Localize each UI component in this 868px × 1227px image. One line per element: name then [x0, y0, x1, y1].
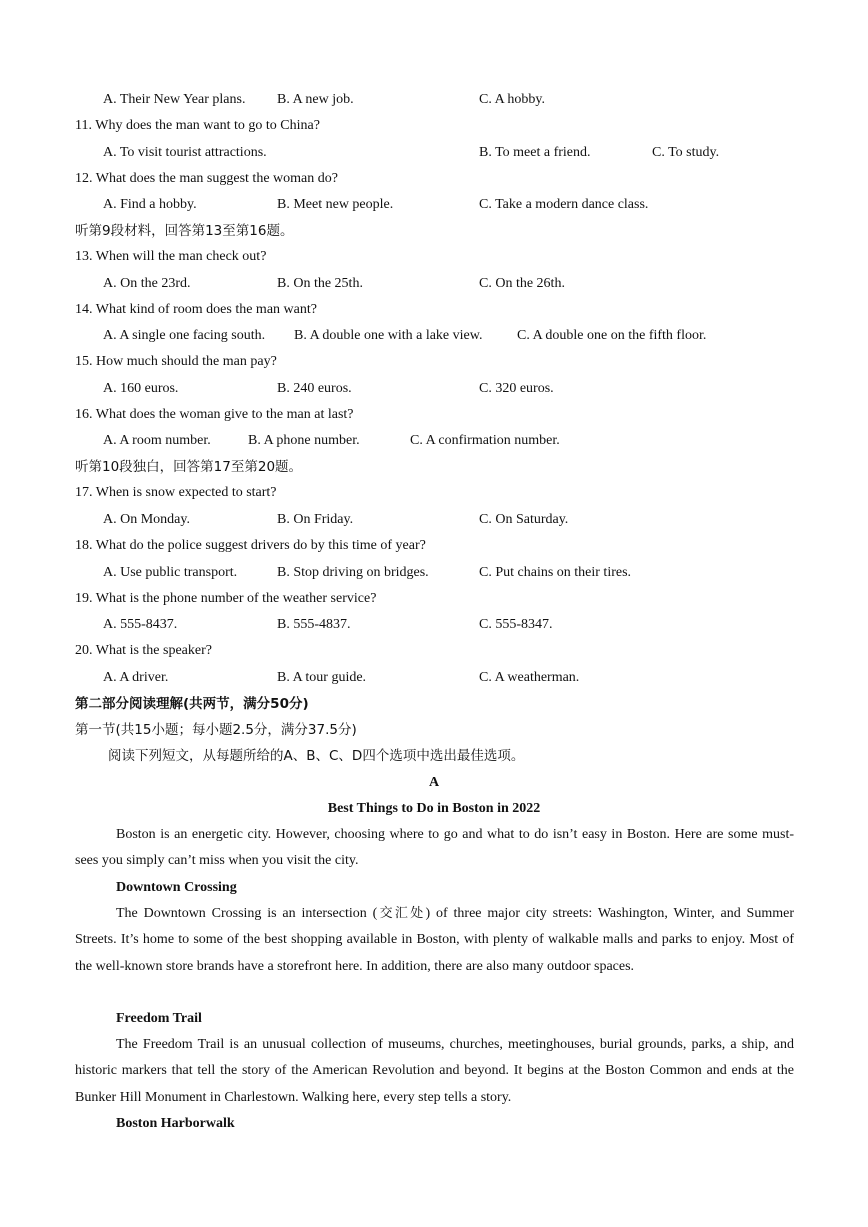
option-c: C. A hobby.: [479, 92, 545, 107]
option-c: C. A weatherman.: [479, 670, 580, 685]
option-b: B. 240 euros.: [277, 381, 352, 396]
option-b: B. A tour guide.: [277, 670, 367, 685]
q16-stem: 16. What does the woman give to the man at last?: [75, 407, 354, 422]
option-b: B. Meet new people.: [277, 197, 394, 212]
option-c: C. Take a modern dance class.: [479, 197, 649, 212]
option-c: C. 555-8347.: [479, 617, 553, 632]
text: ) of three major city streets: Washington, Winter, and Summer Streets. It’s home to some of the best shopping available in Boston, with plenty of walkable malls and parks to enjoy. Most of the well-known store brands have a storefront here. In addition, there are also many outdoor spaces.: [75, 906, 794, 974]
q18-stem: 18. What do the police suggest drivers do by this time of year?: [75, 538, 426, 553]
chinese-gloss: 交汇处: [377, 906, 426, 921]
part2-section1: 第一节(共15小题；每小题2.5分，满分37.5分): [75, 722, 357, 738]
intro-paragraph: Boston is an energetic city. However, choosing where to go and what to do isn’t easy in Boston. Here are some must-sees you simply can’t miss when you visit the city.: [75, 827, 794, 869]
q17-stem: 17. When is snow expected to start?: [75, 485, 277, 500]
option-b: B. 555-4837.: [277, 617, 351, 632]
option-a: A. A single one facing south.: [103, 328, 266, 343]
option-c: C. 320 euros.: [479, 381, 554, 396]
option-a: A. Their New Year plans.: [103, 92, 246, 107]
option-c: C. To study.: [652, 145, 720, 160]
q20-stem: 20. What is the speaker?: [75, 643, 212, 658]
option-c: C. On Saturday.: [479, 512, 569, 527]
option-b: B. On Friday.: [277, 512, 354, 527]
section9-instruction: 听第9段材料，回答第13至第16题。: [75, 223, 294, 239]
option-b: B. A double one with a lake view.: [294, 328, 483, 343]
option-a: A. A driver.: [103, 670, 169, 685]
option-a: A. Find a hobby.: [103, 197, 197, 212]
option-a: A. A room number.: [103, 433, 211, 448]
option-c: C. Put chains on their tires.: [479, 565, 632, 580]
part2-instruction: 阅读下列短文，从每题所给的A、B、C、D四个选项中选出最佳选项。: [108, 748, 525, 764]
option-a: A. 555-8437.: [103, 617, 178, 632]
freedom-heading: Freedom Trail: [116, 1011, 202, 1026]
option-b: B. A phone number.: [248, 433, 360, 448]
q15-stem: 15. How much should the man pay?: [75, 354, 277, 369]
q19-stem: 19. What is the phone number of the weather service?: [75, 591, 377, 606]
option-c: C. A confirmation number.: [410, 433, 560, 448]
harborwalk-heading: Boston Harborwalk: [116, 1116, 235, 1131]
option-b: B. On the 25th.: [277, 276, 363, 291]
option-b: B. To meet a friend.: [479, 145, 591, 160]
q12-stem: 12. What does the man suggest the woman do?: [75, 171, 338, 186]
downtown-paragraph: [75, 901, 794, 980]
section10-instruction: 听第10段独白，回答第17至第20题。: [75, 459, 303, 475]
q11-stem: 11. Why does the man want to go to China?: [75, 118, 320, 133]
q13-stem: 13. When will the man check out?: [75, 249, 267, 264]
option-b: B. A new job.: [277, 92, 354, 107]
freedom-paragraph: The Freedom Trail is an unusual collection of museums, churches, meetinghouses, burial grounds, parks, a ship, and historic markers that tell the story of the American Revolution and beyond. It begins at the Boston Common and ends at the Bunker Hill Monument in Charlestown. Walking here, every step tells a story.: [75, 1037, 794, 1105]
text: The Downtown Crossing is an intersection (: [116, 906, 378, 921]
option-a: A. 160 euros.: [103, 381, 179, 396]
option-c: C. On the 26th.: [479, 276, 565, 291]
part2-heading: 第二部分阅读理解(共两节，满分50分): [75, 696, 309, 712]
option-a: A. On Monday.: [103, 512, 190, 527]
option-b: B. Stop driving on bridges.: [277, 565, 429, 580]
option-a: A. Use public transport.: [103, 565, 238, 580]
option-a: A. On the 23rd.: [103, 276, 191, 291]
downtown-heading: Downtown Crossing: [116, 880, 237, 895]
option-c: C. A double one on the fifth floor.: [517, 328, 707, 343]
passage-title: Best Things to Do in Boston in 2022: [327, 801, 541, 816]
option-a: A. To visit tourist attractions.: [103, 145, 267, 160]
passage-letter: A: [428, 775, 440, 790]
q14-stem: 14. What kind of room does the man want?: [75, 302, 317, 317]
